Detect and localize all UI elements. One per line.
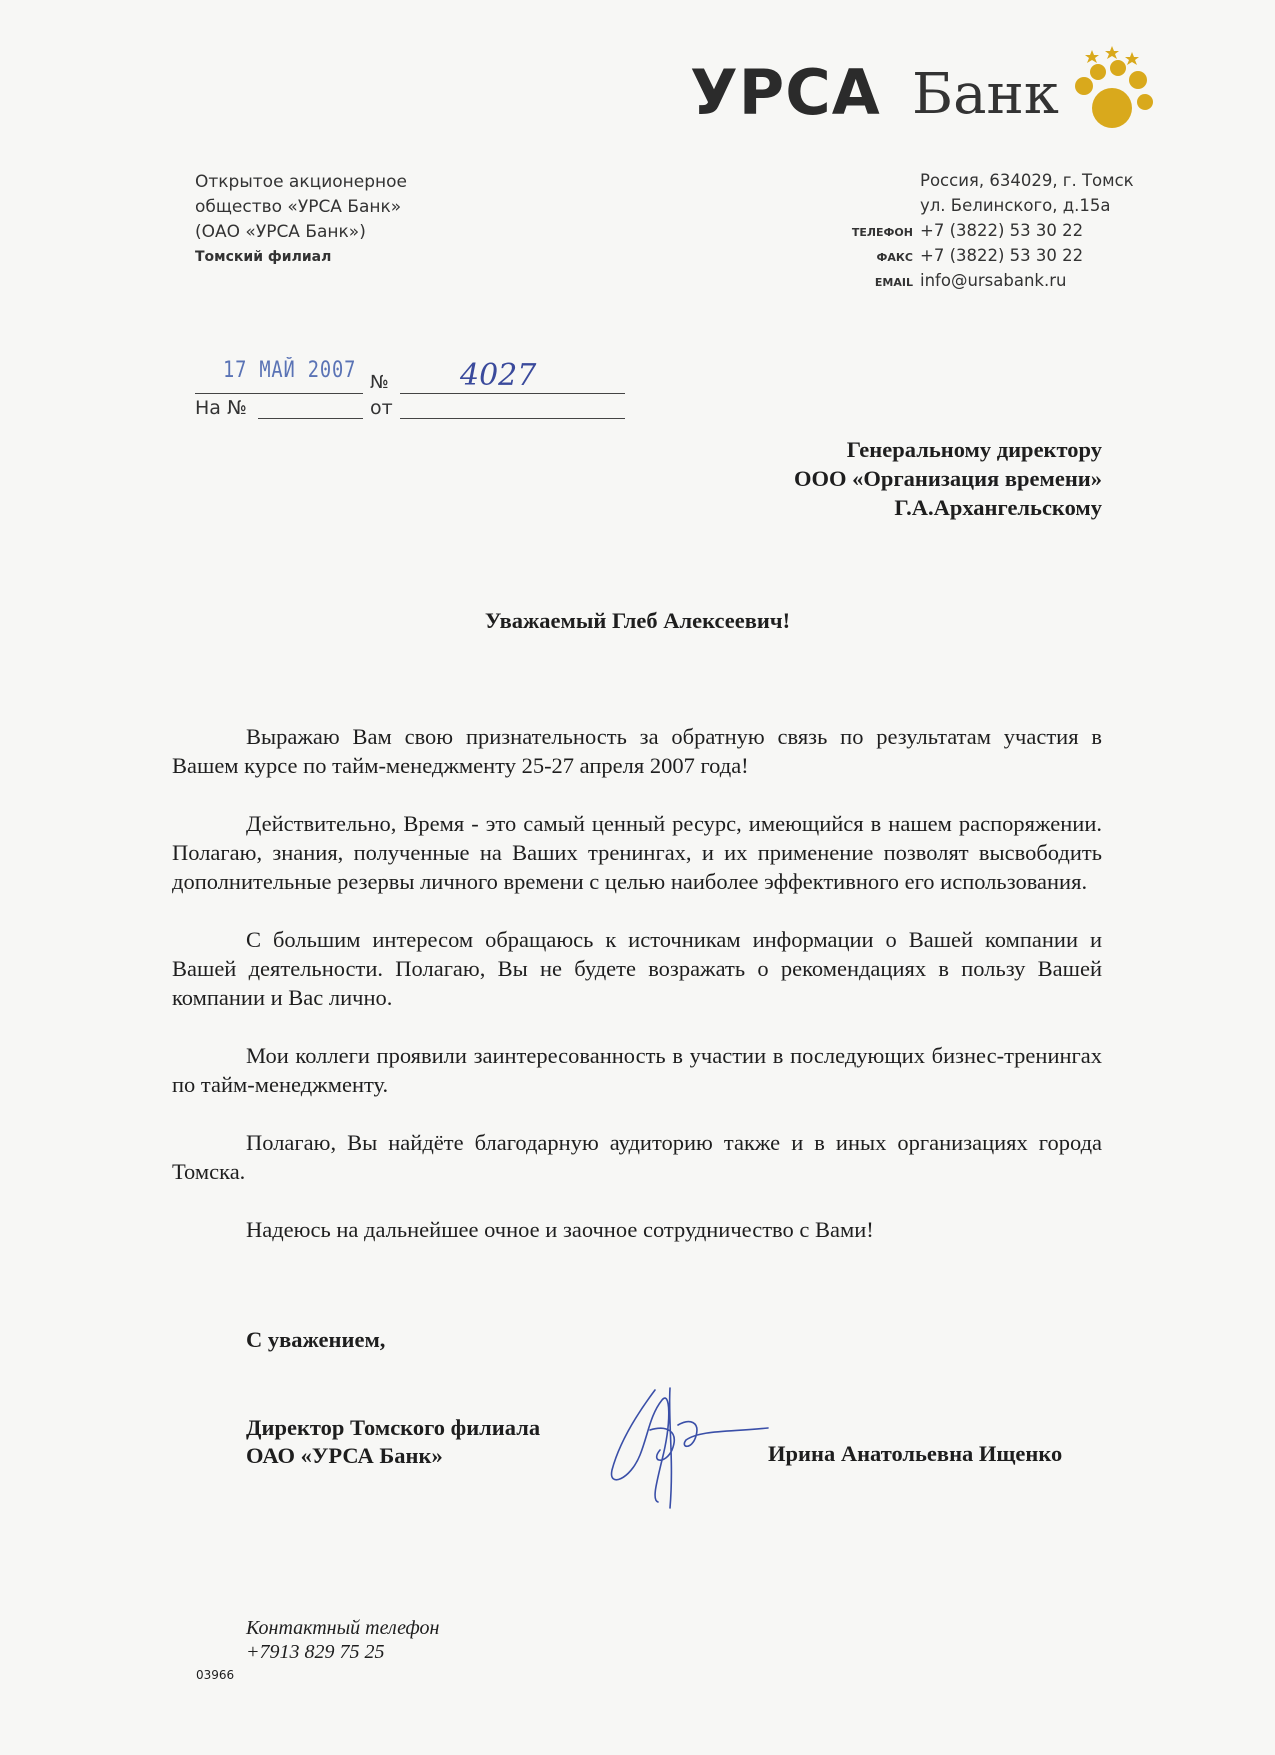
body-paragraph: Надеюсь на дальнейшее очное и заочное сотрудничество с Вами! (246, 1217, 874, 1242)
logo-word: Банк (912, 62, 1059, 127)
contact-phone: +7913 829 75 25 (246, 1641, 385, 1663)
email-value: info@ursabank.ru (920, 271, 1067, 290)
date-stamp: 17 МАЙ 2007 (223, 358, 357, 383)
addressee-line: Г.А.Архангельскому (894, 495, 1102, 520)
addressee-block (794, 435, 1102, 522)
body-paragraph: Мои коллеги проявили заинтересованность в участии в последующих бизнес-тренингах по тайм-менеджменту. (172, 1043, 1102, 1097)
body-paragraph: Выражаю Вам свою признательность за обратную связь по результатам участия в Вашем курсе по тайм-менеджменту 25-27 апреля 2007 года! (172, 724, 1102, 778)
handwritten-signature (600, 1370, 770, 1510)
branch-name: Томский филиал (195, 249, 332, 265)
ref-label: На № (195, 397, 247, 419)
fax-value: +7 (3822) 53 30 22 (920, 246, 1084, 265)
address-line: ул. Белинского, д.15а (920, 196, 1111, 215)
footer-contact (246, 1616, 439, 1664)
signer-title-line: Директор Томского филиала (246, 1415, 541, 1440)
body-paragraph: Действительно, Время - это самый ценный ресурс, имеющийся в нашем распоряжении. Полагаю, знания, полученные на Ваших тренингах, и их применение позволят высвободить дополнительные резервы личного времени с целью наиболее эффективного его использования. (172, 811, 1102, 894)
from-label: от (370, 397, 393, 419)
document-code: 03966 (196, 1668, 235, 1682)
signer-name: Ирина Анатольевна Ищенко (768, 1441, 1063, 1466)
letter-body (172, 722, 1102, 1273)
addressee-line: Генеральному директору (846, 437, 1102, 462)
company-line: общество «УРСА Банк» (195, 197, 402, 217)
address-line: Россия, 634029, г. Томск (920, 171, 1134, 190)
outgoing-number: 4027 (460, 358, 537, 393)
body-paragraph: Полагаю, Вы найдёте благодарную аудиторию также и в иных организациях города Томска. (172, 1130, 1102, 1184)
from-line (400, 390, 625, 419)
email-label: EMAIL (874, 276, 913, 289)
contact-label: Контактный телефон (246, 1617, 440, 1639)
closing: С уважением, (246, 1327, 386, 1352)
signer-title (246, 1414, 540, 1470)
fax-label: ФАКС (876, 251, 913, 264)
company-line: (ОАО «УРСА Банк») (195, 222, 366, 242)
phone-value: +7 (3822) 53 30 22 (920, 221, 1084, 240)
salutation: Уважаемый Глеб Алексеевич! (484, 608, 791, 633)
bank-logo (690, 52, 1160, 132)
signer-title-line: ОАО «УРСА Банк» (246, 1443, 443, 1468)
ref-line (258, 390, 363, 419)
number-sign: № (370, 372, 389, 393)
company-block (195, 170, 407, 270)
bear-paw-logo-icon (1070, 42, 1160, 132)
phone-label: ТЕЛЕФОН (851, 226, 913, 239)
addressee-line: ООО «Организация времени» (794, 466, 1102, 491)
company-line: Открытое акционерное (195, 172, 407, 192)
logo-mark: УРСА (690, 56, 881, 129)
body-paragraph: С большим интересом обращаюсь к источникам информации о Вашей компании и Вашей деятельности. Полагаю, Вы не будете возражать о рекомендациях в пользу Вашей компании и Вас лично. (172, 927, 1102, 1010)
